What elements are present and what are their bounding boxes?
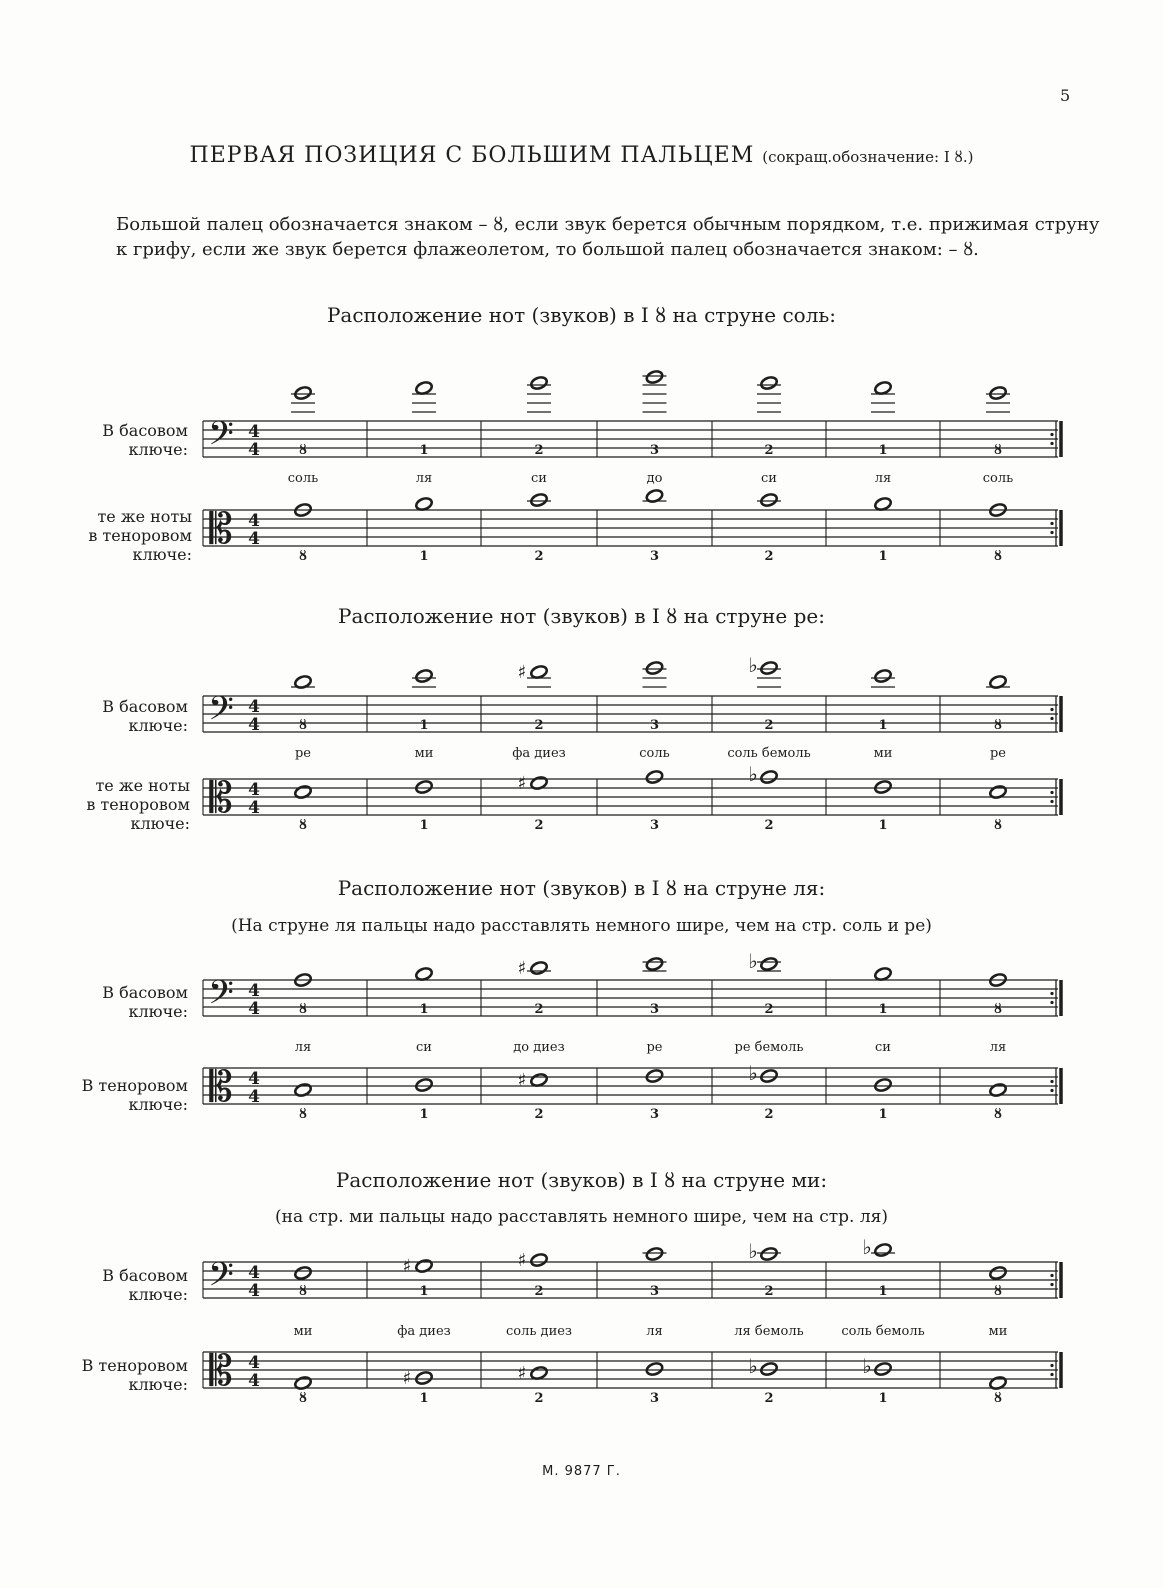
fingering-mark: 2 <box>534 549 544 564</box>
label-line: В теноровом <box>81 1076 188 1095</box>
flat-icon: ♭ <box>748 1239 758 1263</box>
page-number: 5 <box>1060 86 1071 105</box>
repeat-dot <box>1050 1080 1053 1083</box>
section-1-title: Расположение нот (звуков) в I ȣ на струне соль: <box>326 303 837 327</box>
note-head <box>874 779 893 794</box>
fingering-mark: 1 <box>419 818 429 833</box>
note-head <box>530 1365 549 1380</box>
fingering-mark: 1 <box>878 818 888 833</box>
note-head <box>530 492 549 507</box>
section-3-title: Расположение нот (звуков) в I ȣ на струне ля: <box>337 876 826 900</box>
fingering-mark: ȣ <box>298 1002 308 1017</box>
fingering-mark: 1 <box>878 1284 888 1299</box>
label-line: те же ноты <box>95 776 190 795</box>
note-name-label: ми <box>293 1324 313 1339</box>
note-name-label: ми <box>873 746 893 761</box>
fingering-mark: 2 <box>534 1391 544 1406</box>
note-head <box>530 960 549 975</box>
time-signature-bottom: 4 <box>248 1281 260 1301</box>
note-name-label: ля <box>874 471 892 486</box>
fingering-mark: 2 <box>534 443 544 458</box>
tenor-clef-icon: 𝄡 <box>209 504 233 553</box>
fingering-mark: 2 <box>534 718 544 733</box>
section-4-title: Расположение нот (звуков) в I ȣ на струне ми: <box>335 1168 828 1192</box>
sharp-icon: ♯ <box>517 1250 527 1271</box>
repeat-dot <box>1050 708 1053 711</box>
tenor-clef-icon: 𝄡 <box>209 1062 233 1111</box>
repeat-dot <box>1050 1364 1053 1367</box>
publisher-plate-number: М. 9877 Г. <box>542 1464 621 1479</box>
fingering-mark: 3 <box>649 718 660 733</box>
note-head <box>874 1361 893 1376</box>
fingering-mark: 2 <box>764 443 774 458</box>
note-head <box>645 369 664 384</box>
fingering-mark: 3 <box>649 1391 660 1406</box>
time-signature-bottom: 4 <box>248 529 260 549</box>
sharp-icon: ♯ <box>517 662 527 683</box>
time-signature-bottom: 4 <box>248 1371 260 1391</box>
repeat-dot <box>1050 992 1053 995</box>
label-line: ключе: <box>130 814 190 833</box>
note-head <box>874 966 893 981</box>
label-line: ключе: <box>128 440 188 459</box>
label-line: В басовом <box>102 697 188 716</box>
note-head <box>874 496 893 511</box>
repeat-dot <box>1050 1001 1053 1004</box>
fingering-mark: 3 <box>649 443 660 458</box>
time-signature-top: 4 <box>248 422 260 442</box>
time-signature-bottom: 4 <box>248 440 260 460</box>
fingering-mark: 1 <box>419 718 429 733</box>
note-head <box>645 1068 664 1083</box>
note-name-label: ля <box>989 1040 1007 1055</box>
fingering-mark: 1 <box>878 549 888 564</box>
note-head <box>415 1077 434 1092</box>
flat-icon: ♭ <box>862 1235 872 1259</box>
note-head <box>760 769 779 784</box>
note-head <box>760 375 779 390</box>
flat-icon: ♭ <box>748 653 758 677</box>
note-head <box>415 668 434 683</box>
label-line: те же ноты <box>97 507 192 526</box>
section-4-note: (на стр. ми пальцы надо расставлять немного шире, чем на стр. ля) <box>275 1207 888 1227</box>
flat-icon: ♭ <box>748 762 758 786</box>
note-head <box>645 1246 664 1261</box>
sharp-icon: ♯ <box>517 1363 527 1384</box>
note-name-label: си <box>531 471 547 486</box>
flat-icon: ♭ <box>748 1061 758 1085</box>
time-signature-top: 4 <box>248 511 260 531</box>
flat-icon: ♭ <box>748 1354 758 1378</box>
label-line: в теноровом <box>86 795 190 814</box>
fingering-mark: 2 <box>534 818 544 833</box>
note-name-label: соль бемоль <box>841 1324 925 1339</box>
note-name-label: ре бемоль <box>734 1040 804 1055</box>
note-name-label: си <box>875 1040 891 1055</box>
fingering-mark: 3 <box>649 1002 660 1017</box>
sharp-icon: ♯ <box>517 958 527 979</box>
sharp-icon: ♯ <box>402 1256 412 1277</box>
label-line: ключе: <box>128 1375 188 1394</box>
fingering-mark: ȣ <box>298 818 308 833</box>
tenor-clef-icon: 𝄡 <box>209 773 233 822</box>
note-head <box>874 668 893 683</box>
fingering-mark: 1 <box>878 718 888 733</box>
note-name-label: фа диез <box>512 746 566 761</box>
fingering-mark: 1 <box>878 1002 888 1017</box>
note-name-label: ля <box>415 471 433 486</box>
repeat-dot <box>1050 1283 1053 1286</box>
repeat-dot <box>1050 1373 1053 1376</box>
repeat-dot <box>1050 791 1053 794</box>
fingering-mark: ȣ <box>993 818 1003 833</box>
flat-icon: ♭ <box>862 1354 872 1378</box>
bass-clef-icon: 𝄢 <box>208 974 234 1020</box>
repeat-dot <box>1050 800 1053 803</box>
label-line: В басовом <box>102 983 188 1002</box>
fingering-mark: ȣ <box>993 443 1003 458</box>
note-head <box>294 385 313 400</box>
sharp-icon: ♯ <box>517 1070 527 1091</box>
fingering-mark: 2 <box>534 1002 544 1017</box>
note-head <box>874 380 893 395</box>
tenor-clef-icon: 𝄡 <box>209 1346 233 1395</box>
bass-clef-icon: 𝄢 <box>208 1256 234 1302</box>
fingering-mark: 2 <box>764 818 774 833</box>
note-name-label: си <box>416 1040 432 1055</box>
note-name-label: ре <box>646 1040 663 1055</box>
note-name-label: соль <box>982 471 1014 486</box>
fingering-mark: ȣ <box>298 1284 308 1299</box>
note-name-label: ре <box>294 746 312 761</box>
flat-icon: ♭ <box>748 949 758 973</box>
fingering-mark: 2 <box>764 1107 774 1122</box>
note-head <box>989 385 1008 400</box>
sharp-icon: ♯ <box>517 773 527 794</box>
title-text: ПЕРВАЯ ПОЗИЦИЯ С БОЛЬШИМ ПАЛЬЦЕМ <box>189 143 755 168</box>
fingering-mark: ȣ <box>993 1002 1003 1017</box>
fingering-mark: ȣ <box>993 718 1003 733</box>
bass-clef-icon: 𝄢 <box>208 690 234 736</box>
repeat-dot <box>1050 1274 1053 1277</box>
label-line: ключе: <box>132 545 192 564</box>
label-line: ключе: <box>128 1095 188 1114</box>
note-head <box>530 1252 549 1267</box>
label-line: ключе: <box>128 1002 188 1021</box>
note-head <box>530 1072 549 1087</box>
intro-line-1: Большой палец обозначается знаком – ȣ, если звук берется обычным порядком, т.е. прижимая струну <box>116 214 1100 235</box>
note-name-label: соль <box>287 471 319 486</box>
note-head <box>760 956 779 971</box>
repeat-dot <box>1050 1089 1053 1092</box>
section-2-title: Расположение нот (звуков) в I ȣ на струне ре: <box>338 604 825 628</box>
note-head <box>760 660 779 675</box>
note-head <box>760 1068 779 1083</box>
time-signature-bottom: 4 <box>248 715 260 735</box>
fingering-mark: 3 <box>649 549 660 564</box>
time-signature-top: 4 <box>248 981 260 1001</box>
fingering-mark: 2 <box>764 1284 774 1299</box>
note-head <box>645 660 664 675</box>
time-signature-top: 4 <box>248 1263 260 1283</box>
note-name-label: ре <box>989 746 1007 761</box>
label-line: в теноровом <box>88 526 192 545</box>
note-head <box>415 966 434 981</box>
note-name-label: до диез <box>513 1040 565 1055</box>
fingering-mark: 1 <box>878 1107 888 1122</box>
fingering-mark: 1 <box>419 1107 429 1122</box>
label-line: В басовом <box>102 421 188 440</box>
fingering-mark: ȣ <box>993 549 1003 564</box>
note-head <box>530 375 549 390</box>
note-name-label: ля <box>646 1324 663 1339</box>
repeat-dot <box>1050 717 1053 720</box>
sharp-icon: ♯ <box>402 1368 412 1389</box>
fingering-mark: 3 <box>649 818 660 833</box>
note-name-label: соль <box>639 746 670 761</box>
note-name-label: ми <box>988 1324 1008 1339</box>
fingering-mark: 1 <box>419 443 429 458</box>
note-head <box>530 664 549 679</box>
fingering-mark: 1 <box>419 1284 429 1299</box>
note-name-label: до <box>646 471 663 486</box>
note-head <box>645 1361 664 1376</box>
note-head <box>645 769 664 784</box>
time-signature-top: 4 <box>248 780 260 800</box>
note-head <box>760 1361 779 1376</box>
fingering-mark: 2 <box>764 718 774 733</box>
fingering-mark: ȣ <box>993 1391 1003 1406</box>
time-signature-bottom: 4 <box>248 798 260 818</box>
bass-clef-icon: 𝄢 <box>208 415 234 461</box>
fingering-mark: ȣ <box>298 1391 308 1406</box>
fingering-mark: ȣ <box>298 549 308 564</box>
note-head <box>415 1370 434 1385</box>
note-name-label: соль диез <box>505 1324 573 1339</box>
time-signature-top: 4 <box>248 1353 260 1373</box>
note-name-label: ля бемоль <box>734 1324 804 1339</box>
repeat-dot <box>1050 531 1053 534</box>
note-head <box>874 1077 893 1092</box>
section-3-note: (На струне ля пальцы надо расставлять немного шире, чем на стр. соль и ре) <box>231 916 932 936</box>
note-head <box>760 492 779 507</box>
fingering-mark: 2 <box>764 1002 774 1017</box>
note-name-label: си <box>761 471 777 486</box>
note-name-label: соль бемоль <box>727 746 811 761</box>
label-line: В теноровом <box>81 1356 188 1375</box>
fingering-mark: 2 <box>534 1107 544 1122</box>
note-head <box>415 380 434 395</box>
fingering-mark: 3 <box>649 1107 660 1122</box>
repeat-dot <box>1050 442 1053 445</box>
fingering-mark: 2 <box>534 1284 544 1299</box>
time-signature-bottom: 4 <box>248 999 260 1019</box>
intro-line-2: к грифу, если же звук берется флажеолетом, то большой палец обозначается знаком: – ȣ. <box>116 239 979 260</box>
title-note: (сокращ.обозначение: I ȣ.) <box>762 148 974 166</box>
fingering-mark: 1 <box>878 443 888 458</box>
label-line: ключе: <box>128 1285 188 1304</box>
note-name-label: ля <box>294 1040 312 1055</box>
note-head <box>760 1246 779 1261</box>
fingering-mark: 3 <box>649 1284 660 1299</box>
fingering-mark: 1 <box>419 1391 429 1406</box>
time-signature-bottom: 4 <box>248 1087 260 1107</box>
note-head <box>989 1265 1008 1280</box>
fingering-mark: ȣ <box>298 1107 308 1122</box>
note-name-label: фа диез <box>397 1324 451 1339</box>
note-head <box>294 1265 313 1280</box>
label-line: ключе: <box>128 716 188 735</box>
fingering-mark: ȣ <box>298 718 308 733</box>
repeat-dot <box>1050 433 1053 436</box>
time-signature-top: 4 <box>248 1069 260 1089</box>
note-head <box>874 1242 893 1257</box>
fingering-mark: ȣ <box>993 1107 1003 1122</box>
fingering-mark: 2 <box>764 1391 774 1406</box>
fingering-mark: ȣ <box>298 443 308 458</box>
note-head <box>415 779 434 794</box>
fingering-mark: 1 <box>419 549 429 564</box>
fingering-mark: 2 <box>764 549 774 564</box>
fingering-mark: 1 <box>878 1391 888 1406</box>
fingering-mark: 1 <box>419 1002 429 1017</box>
note-head <box>645 956 664 971</box>
time-signature-top: 4 <box>248 697 260 717</box>
repeat-dot <box>1050 522 1053 525</box>
fingering-mark: ȣ <box>993 1284 1003 1299</box>
label-line: В басовом <box>102 1266 188 1285</box>
note-name-label: ми <box>414 746 434 761</box>
note-head <box>415 496 434 511</box>
